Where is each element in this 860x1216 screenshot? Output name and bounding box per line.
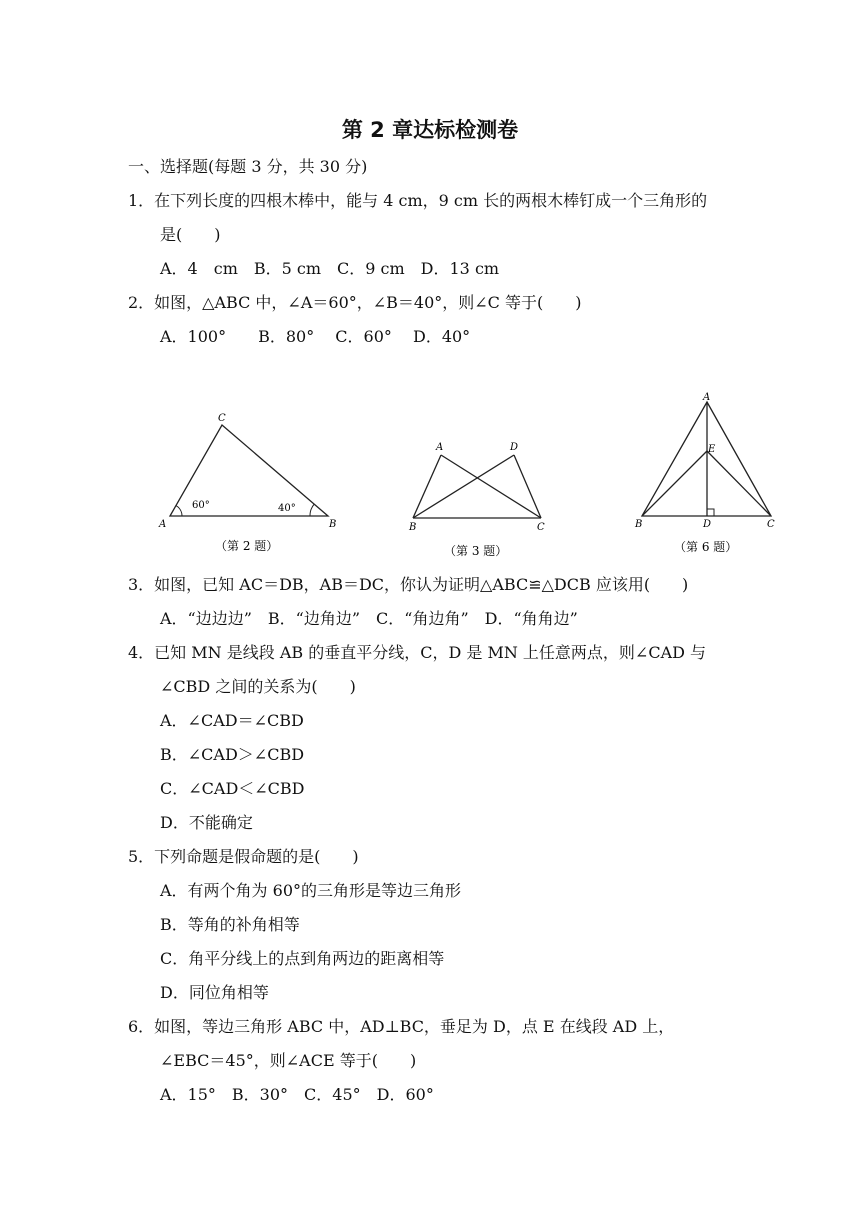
question-3-stem: 3．如图，已知 AC＝DB，AB＝DC，你认为证明△ABC≌△DCB 应该用( ) [128, 575, 689, 594]
segment-dc [514, 455, 541, 518]
vertex-d-label: D [510, 442, 519, 453]
right-angle-mark [707, 509, 714, 516]
section-heading: 一、选择题(每题 3 分，共 30 分) [128, 157, 368, 176]
question-1-options: A．4 cm B．5 cm C．9 cm D．13 cm [160, 259, 500, 278]
question-4-option-c: C．∠CAD＜∠CBD [160, 779, 305, 798]
question-2-options: A．100° B．80° C．60° D．40° [160, 327, 471, 346]
figure-caption: （第 6 题） [674, 540, 738, 554]
question-4-stem-line-2: ∠CBD 之间的关系为( ) [160, 677, 356, 696]
segment-be [642, 451, 707, 516]
question-5-stem: 5．下列命题是假命题的是( ) [128, 847, 359, 866]
page-title: 第 2 章达标检测卷 [341, 118, 519, 142]
vertex-a-label: A [436, 442, 444, 453]
figure-q2-triangle [150, 405, 350, 560]
angle-a-arc [176, 506, 182, 516]
question-4-option-b: B．∠CAD＞∠CBD [160, 745, 305, 764]
question-6-stem-line-2: ∠EBC＝45°，则∠ACE 等于( ) [160, 1051, 417, 1070]
vertex-c-label: C [767, 519, 775, 530]
vertex-c-label: C [537, 522, 545, 533]
vertex-a-label: A [703, 392, 711, 403]
question-1-stem-line-2: 是( ) [160, 225, 221, 244]
vertex-b-label: B [635, 519, 643, 530]
segment-ac [441, 455, 541, 518]
question-4-stem-line-1: 4．已知 MN 是线段 AB 的垂直平分线，C，D 是 MN 上任意两点，则∠CAD 与 [128, 643, 707, 662]
point-e-label: E [708, 444, 716, 455]
question-5-option-c: C．角平分线上的点到角两边的距离相等 [160, 949, 445, 968]
figure-caption: （第 3 题） [444, 544, 508, 558]
question-6-options: A．15° B．30° C．45° D．60° [160, 1085, 434, 1104]
segment-bd [413, 455, 514, 518]
segment-ec [707, 451, 771, 516]
angle-a-value: 60° [192, 500, 210, 511]
angle-b-value: 40° [278, 503, 296, 514]
question-5-option-b: B．等角的补角相等 [160, 915, 300, 934]
question-4-option-d: D．不能确定 [160, 813, 253, 832]
vertex-a-label: A [159, 519, 167, 530]
figure-q3-crossed-triangles [400, 435, 560, 563]
question-6-stem-line-1: 6．如图，等边三角形 ABC 中，AD⊥BC，垂足为 D，点 E 在线段 AD 上， [128, 1017, 675, 1036]
question-2-stem: 2．如图，△ABC 中，∠A＝60°，∠B＝40°，则∠C 等于( ) [128, 293, 582, 312]
question-5-option-d: D．同位角相等 [160, 983, 269, 1002]
vertex-b-label: B [409, 522, 417, 533]
figure-caption: （第 2 题） [215, 539, 279, 553]
figure-q6-equilateral-triangle [630, 390, 790, 560]
question-5-option-a: A．有两个角为 60°的三角形是等边三角形 [160, 881, 462, 900]
question-3-options: A．“边边边” B．“边角边” C．“角边角” D．“角角边” [160, 609, 578, 628]
angle-b-arc [310, 504, 314, 516]
question-4-option-a: A．∠CAD＝∠CBD [160, 711, 304, 730]
point-d-label: D [703, 519, 712, 530]
vertex-b-label: B [329, 519, 337, 530]
vertex-c-label: C [218, 413, 226, 424]
question-1-stem-line-1: 1．在下列长度的四根木棒中，能与 4 cm，9 cm 长的两根木棒钉成一个三角形的 [128, 191, 708, 210]
